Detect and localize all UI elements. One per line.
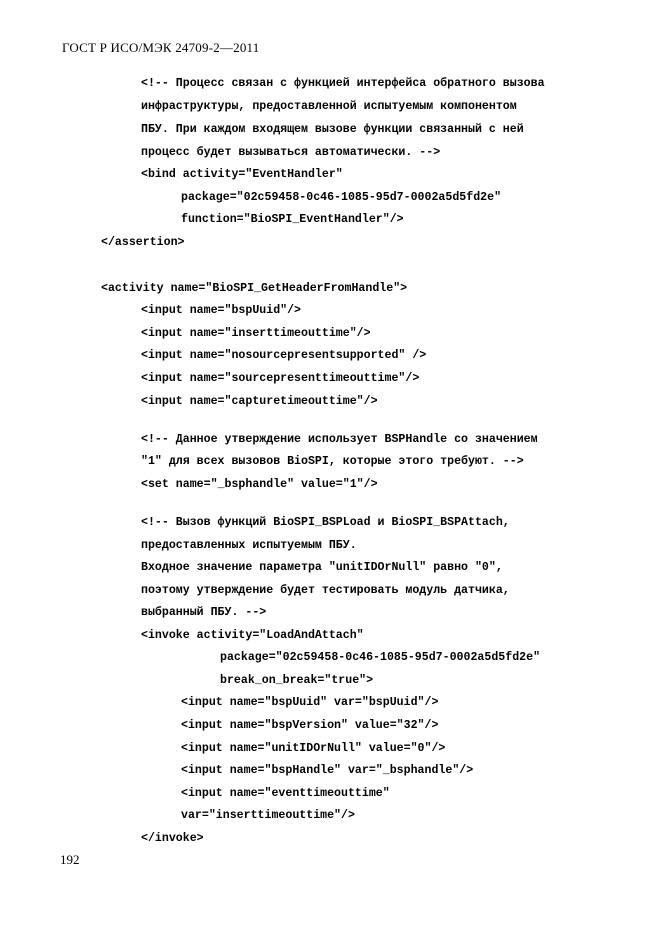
code-line: <set name="_bsphandle" value="1"/>: [141, 478, 378, 491]
code-line: выбранный ПБУ. -->: [141, 606, 267, 619]
code-line: </invoke>: [141, 832, 204, 845]
code-line: <input name="bspUuid" var="bspUuid"/>: [181, 696, 439, 709]
code-line: <input name="inserttimeouttime"/>: [141, 327, 371, 340]
code-line: break_on_break="true">: [220, 674, 374, 687]
code-line: Входное значение параметра "unitIDOrNull" равно "0",: [141, 561, 503, 574]
code-line: инфраструктуры, предоставленной испытуемым компонентом: [141, 100, 517, 113]
code-line: <input name="unitIDOrNull" value="0"/>: [181, 742, 446, 755]
code-line: <input name="nosourcepresentsupported" />: [141, 349, 427, 362]
code-line: var="inserttimeouttime"/>: [181, 809, 355, 822]
code-line: <input name="bspHandle" var="_bsphandle"/>: [181, 764, 474, 777]
code-line: <activity name="BioSPI_GetHeaderFromHandle">: [101, 282, 408, 295]
page-number: 192: [60, 852, 80, 867]
code-line: <input name="bspUuid"/>: [141, 304, 302, 317]
code-line: предоставленных испытуемым ПБУ.: [141, 539, 357, 552]
code-line: <!-- Процесс связан с функцией интерфейса обратного вызова: [141, 77, 545, 90]
code-line: <input name="capturetimeouttime"/>: [141, 395, 378, 408]
code-line: <bind activity="EventHandler": [141, 168, 343, 181]
code-line: <!-- Вызов функций BioSPI_BSPLoad и BioSPI_BSPAttach,: [141, 516, 510, 529]
code-line: function="BioSPI_EventHandler"/>: [181, 213, 404, 226]
code-line: package="02c59458-0c46-1085-95d7-0002a5d5fd2e": [220, 651, 541, 664]
code-line: <invoke activity="LoadAndAttach": [141, 629, 364, 642]
code-line: </assertion>: [101, 236, 185, 249]
code-line: "1" для всех вызовов BioSPI, которые этого требуют. -->: [141, 455, 524, 468]
code-line: <input name="eventtimeouttime": [181, 787, 390, 800]
code-line: <input name="bspVersion" value="32"/>: [181, 719, 439, 732]
code-line: <input name="sourcepresenttimeouttime"/>: [141, 372, 420, 385]
code-line: поэтому утверждение будет тестировать модуль датчика,: [141, 584, 510, 597]
code-line: package="02c59458-0c46-1085-95d7-0002a5d5fd2e": [181, 191, 502, 204]
code-line: ПБУ. При каждом входящем вызове функции связанный с ней: [141, 123, 524, 136]
code-line: <!-- Данное утверждение использует BSPHandle со значением: [141, 433, 538, 446]
code-line: процесс будет вызываться автоматически. -->: [141, 146, 441, 159]
document-header: ГОСТ Р ИСО/МЭК 24709-2—2011: [62, 40, 260, 55]
